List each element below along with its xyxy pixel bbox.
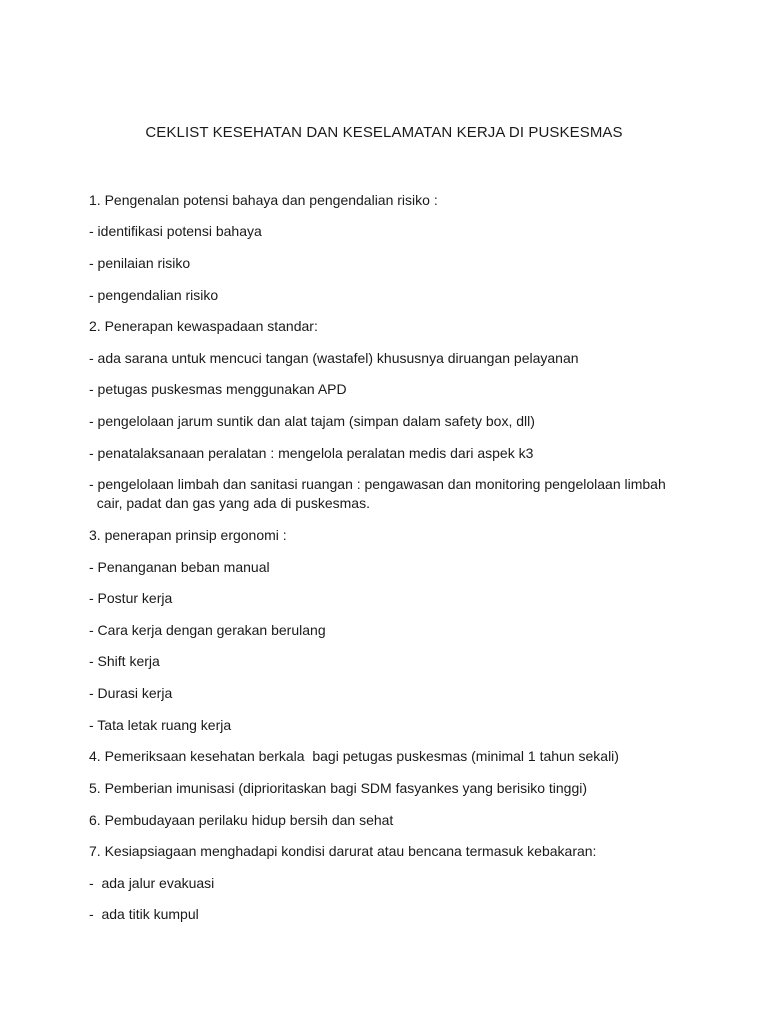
item-3-heading: 3. penerapan prinsip ergonomi :: [89, 527, 287, 543]
item-2-bullet: - pengelolaan limbah dan sanitasi ruangan : pengawasan dan monitoring pengelolaan limbah: [89, 476, 666, 492]
item-7-heading: 7. Kesiapsiagaan menghadapi kondisi darurat atau bencana termasuk kebakaran:: [89, 843, 597, 859]
item-2-bullet: - pengelolaan jarum suntik dan alat tajam (simpan dalam safety box, dll): [89, 413, 535, 429]
item-1-heading: 1. Pengenalan potensi bahaya dan pengendalian risiko :: [89, 192, 438, 208]
item-2-heading: 2. Penerapan kewaspadaan standar:: [89, 318, 318, 334]
item-3-bullet: - Cara kerja dengan gerakan berulang: [89, 622, 326, 638]
item-3-bullet: - Shift kerja: [89, 653, 160, 669]
item-1-bullet: - penilaian risiko: [89, 255, 191, 271]
item-7-bullet: - ada titik kumpul: [89, 906, 199, 922]
item-5-heading: 5. Pemberian imunisasi (diprioritaskan bagi SDM fasyankes yang berisiko tinggi): [89, 780, 588, 796]
item-3-bullet: - Durasi kerja: [89, 685, 173, 701]
item-1-bullet: - identifikasi potensi bahaya: [89, 223, 262, 239]
item-2-bullet: - petugas puskesmas menggunakan APD: [89, 381, 347, 397]
item-2-bullet: - ada sarana untuk mencuci tangan (wastafel) khususnya diruangan pelayanan: [89, 350, 579, 366]
item-6-heading: 6. Pembudayaan perilaku hidup bersih dan sehat: [89, 812, 394, 828]
item-2-bullet: - penatalaksanaan peralatan : mengelola peralatan medis dari aspek k3: [89, 445, 534, 461]
item-3-bullet: - Postur kerja: [89, 590, 173, 606]
item-1-bullet: - pengendalian risiko: [89, 287, 219, 303]
item-3-bullet: - Penanganan beban manual: [89, 559, 270, 575]
item-2-bullet-continuation: cair, padat dan gas yang ada di puskesmas.: [89, 495, 370, 511]
item-3-bullet: - Tata letak ruang kerja: [89, 717, 232, 733]
document-title: CEKLIST KESEHATAN DAN KESELAMATAN KERJA DI PUSKESMAS: [145, 124, 623, 141]
item-4-heading: 4. Pemeriksaan kesehatan berkala bagi petugas puskesmas (minimal 1 tahun sekali): [89, 748, 619, 764]
item-7-bullet: - ada jalur evakuasi: [89, 875, 215, 891]
